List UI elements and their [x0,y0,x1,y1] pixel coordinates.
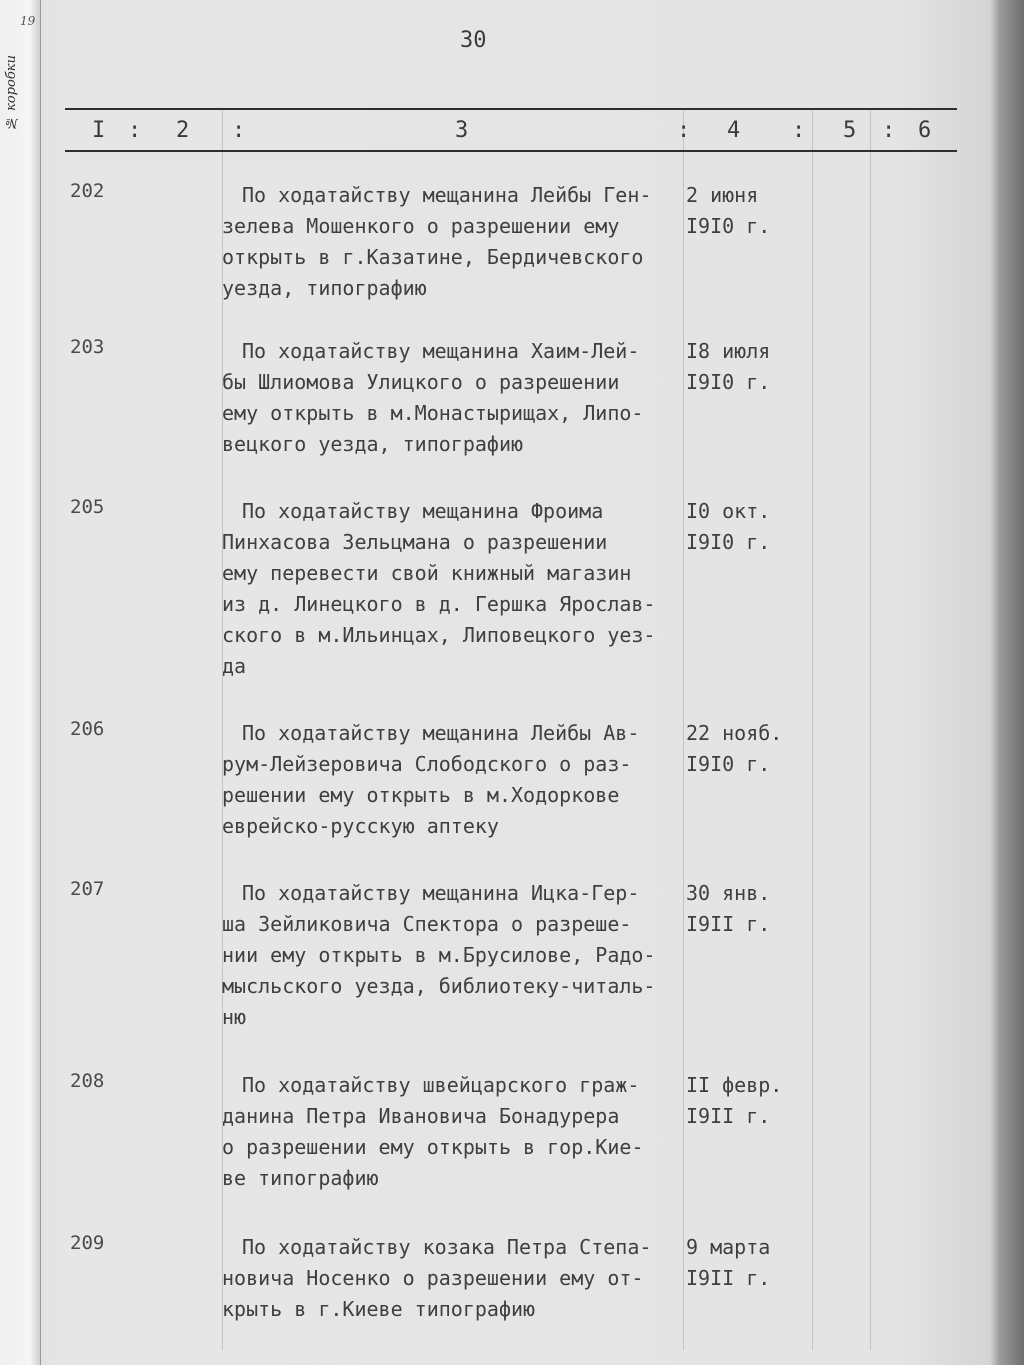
header-col-6: 6 [918,118,932,143]
page-number: 30 [460,28,487,53]
entry-description [222,718,702,842]
description-line: о разрешении ему открыть в гор.Кие- [222,1135,644,1159]
description-line: ве типографию [222,1166,379,1190]
margin-number: 19 [20,14,36,28]
table-header [0,118,1024,148]
description-line: мысльского уезда, библиотеку-читаль- [222,974,656,998]
header-bottom-rule [65,150,957,152]
date-line: 22 нояб. [686,721,783,745]
description-line: да [222,654,247,678]
header-col-2: 2 [176,118,190,143]
date-line: I9II г. [686,912,771,936]
entry-description [222,1232,702,1325]
header-separator: : [792,118,806,143]
description-line: По ходатайству мещанина Лейбы Ав- [242,721,640,745]
entry-number: 207 [70,878,105,900]
entry-date [686,336,816,398]
date-line: I9I0 г. [686,214,771,238]
entry-date [686,1070,816,1132]
header-col-4: 4 [727,118,741,143]
description-line: По ходатайству мещанина Хаим-Лей- [242,339,640,363]
header-separator: : [882,118,896,143]
entry-description [222,1070,702,1194]
description-line: уезда, типографию [222,276,427,300]
entry-description [222,180,702,304]
date-line: 2 июня [686,183,759,207]
entry-date [686,878,816,940]
header-separator: : [128,118,142,143]
date-line: I0 окт. [686,499,771,523]
description-line: новича Носенко о разрешении ему от- [222,1266,644,1290]
description-line: зелева Мошенкого о разрешении ему [222,214,620,238]
entry-date [686,180,816,242]
description-line: бы Шлиомова Улицкого о разрешении [222,370,620,394]
header-col-5: 5 [843,118,857,143]
entry-date [686,496,816,558]
entry-number: 209 [70,1232,105,1254]
description-line: Пинхасова Зельцмана о разрешении [222,530,608,554]
header-col-1: I [92,118,106,143]
description-line: данина Петра Ивановича Бонадурера [222,1104,620,1128]
date-line: II февр. [686,1073,783,1097]
description-line: открыть в г.Казатине, Бердичевского [222,245,644,269]
entry-number: 208 [70,1070,105,1092]
date-line: I9I0 г. [686,752,771,776]
description-line: еврейско-русскую аптеку [222,814,499,838]
description-line: нии ему открыть в м.Брусилове, Радо- [222,943,656,967]
description-line: По ходатайству швейцарского граж- [242,1073,640,1097]
entry-number: 205 [70,496,105,518]
description-line: из д. Линецкого в д. Гершка Ярослав- [222,592,656,616]
description-line: По ходатайству мещанина Лейбы Ген- [242,183,652,207]
description-line: ню [222,1005,247,1029]
margin-label: № коробки [4,55,19,130]
date-line: 9 марта [686,1235,771,1259]
description-line: рум-Лейзеровича Слободского о раз- [222,752,632,776]
header-separator: : [232,118,246,143]
description-line: крыть в г.Киеве типографию [222,1297,536,1321]
description-line: ему открыть в м.Монастырищах, Липо- [222,401,644,425]
description-line: решении ему открыть в м.Ходоркове [222,783,620,807]
binding-strip [0,0,41,1365]
date-line: I8 июля [686,339,771,363]
description-line: ему перевести свой книжный магазин [222,561,632,585]
header-separator: : [677,118,691,143]
entry-description [222,496,702,682]
column-divider [870,110,871,1350]
date-line: I9I0 г. [686,530,771,554]
header-col-3: 3 [455,118,469,143]
description-line: ша Зейликовича Спектора о разреше- [222,912,632,936]
date-line: 30 янв. [686,881,771,905]
date-line: I9I0 г. [686,370,771,394]
description-line: По ходатайству мещанина Фроима [242,499,604,523]
description-line: вецкого уезда, типографию [222,432,524,456]
entry-date [686,1232,816,1294]
entry-description [222,878,702,1033]
entry-date [686,718,816,780]
description-line: По ходатайству мещанина Ицка-Гер- [242,881,640,905]
date-line: I9II г. [686,1266,771,1290]
description-line: ского в м.Ильинцах, Липовецкого уез- [222,623,656,647]
date-line: I9II г. [686,1104,771,1128]
entry-description [222,336,702,460]
entry-number: 202 [70,180,105,202]
entry-number: 203 [70,336,105,358]
header-top-rule [65,108,957,110]
description-line: По ходатайству козака Петра Степа- [242,1235,652,1259]
entry-number: 206 [70,718,105,740]
